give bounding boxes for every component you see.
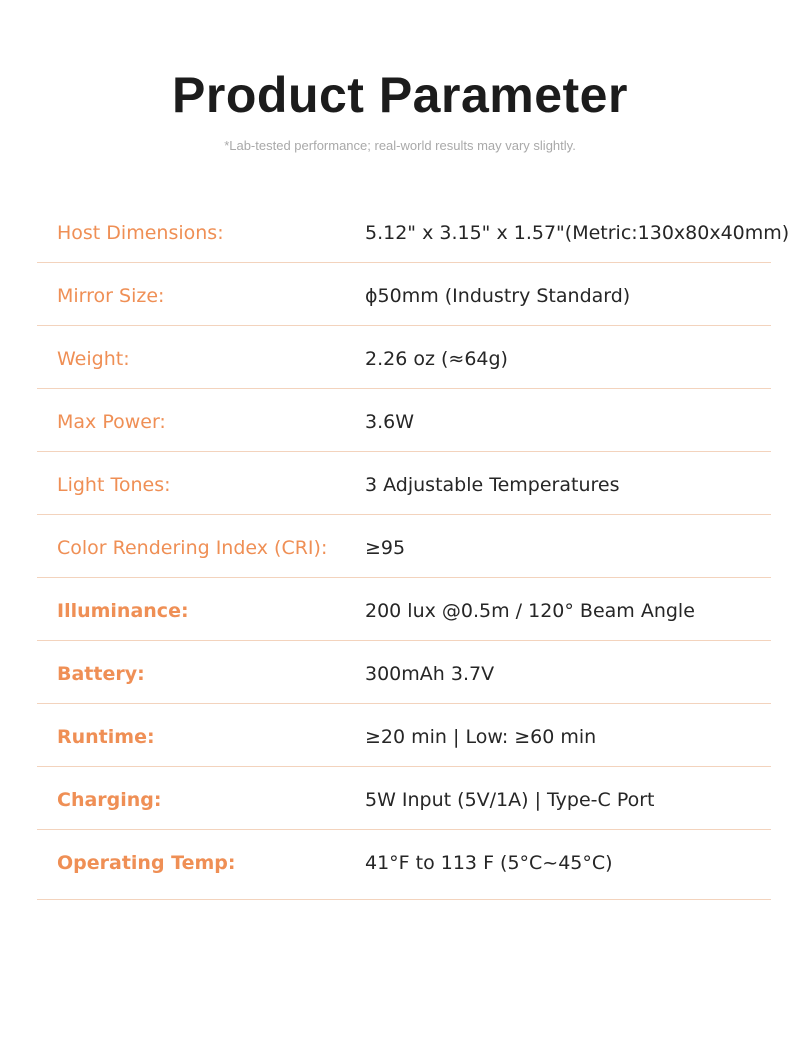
spec-value: ≥95 [365, 537, 406, 559]
spec-value: 300mAh 3.7V [365, 663, 495, 685]
spec-row-illuminance [37, 578, 771, 641]
spec-value: 2.26 oz (≈64g) [365, 348, 508, 370]
spec-table [37, 200, 790, 900]
disclaimer-note: *Lab-tested performance; real-world results may vary slightly. [224, 138, 576, 153]
spec-value: 3.6W [365, 411, 415, 433]
spec-label: Mirror Size: [57, 285, 165, 307]
spec-value: 41°F to 113 F (5°C~45°C) [365, 852, 613, 874]
spec-label: Max Power: [57, 411, 166, 433]
spec-label: Runtime: [57, 726, 155, 748]
page-title: Product Parameter [172, 67, 628, 123]
spec-label: Battery: [57, 663, 145, 685]
spec-value: 200 lux @0.5m / 120° Beam Angle [365, 600, 695, 622]
spec-value: ≥20 min | Low: ≥60 min [365, 726, 597, 748]
spec-row-weight [37, 326, 771, 389]
spec-row-runtime [37, 704, 771, 767]
spec-row-max-power [37, 389, 771, 452]
spec-label: Illuminance: [57, 600, 189, 622]
spec-row-cri [37, 515, 771, 578]
spec-row-host-dimensions [37, 200, 790, 263]
spec-label: Color Rendering Index (CRI): [57, 537, 328, 559]
spec-label: Weight: [57, 348, 130, 370]
spec-label: Operating Temp: [57, 852, 236, 874]
spec-row-charging [37, 767, 771, 830]
spec-value: 5W Input (5V/1A) | Type-C Port [365, 789, 655, 811]
spec-label: Host Dimensions: [57, 222, 224, 244]
spec-value: ϕ50mm (Industry Standard) [365, 285, 631, 307]
spec-label: Charging: [57, 789, 162, 811]
spec-row-operating-temp [37, 830, 771, 900]
spec-value: 5.12" x 3.15" x 1.57"(Metric:130x80x40mm) [365, 222, 790, 244]
spec-value: 3 Adjustable Temperatures [365, 474, 620, 496]
spec-row-battery [37, 641, 771, 704]
spec-label: Light Tones: [57, 474, 171, 496]
spec-row-light-tones [37, 452, 771, 515]
spec-row-mirror-size [37, 263, 771, 326]
